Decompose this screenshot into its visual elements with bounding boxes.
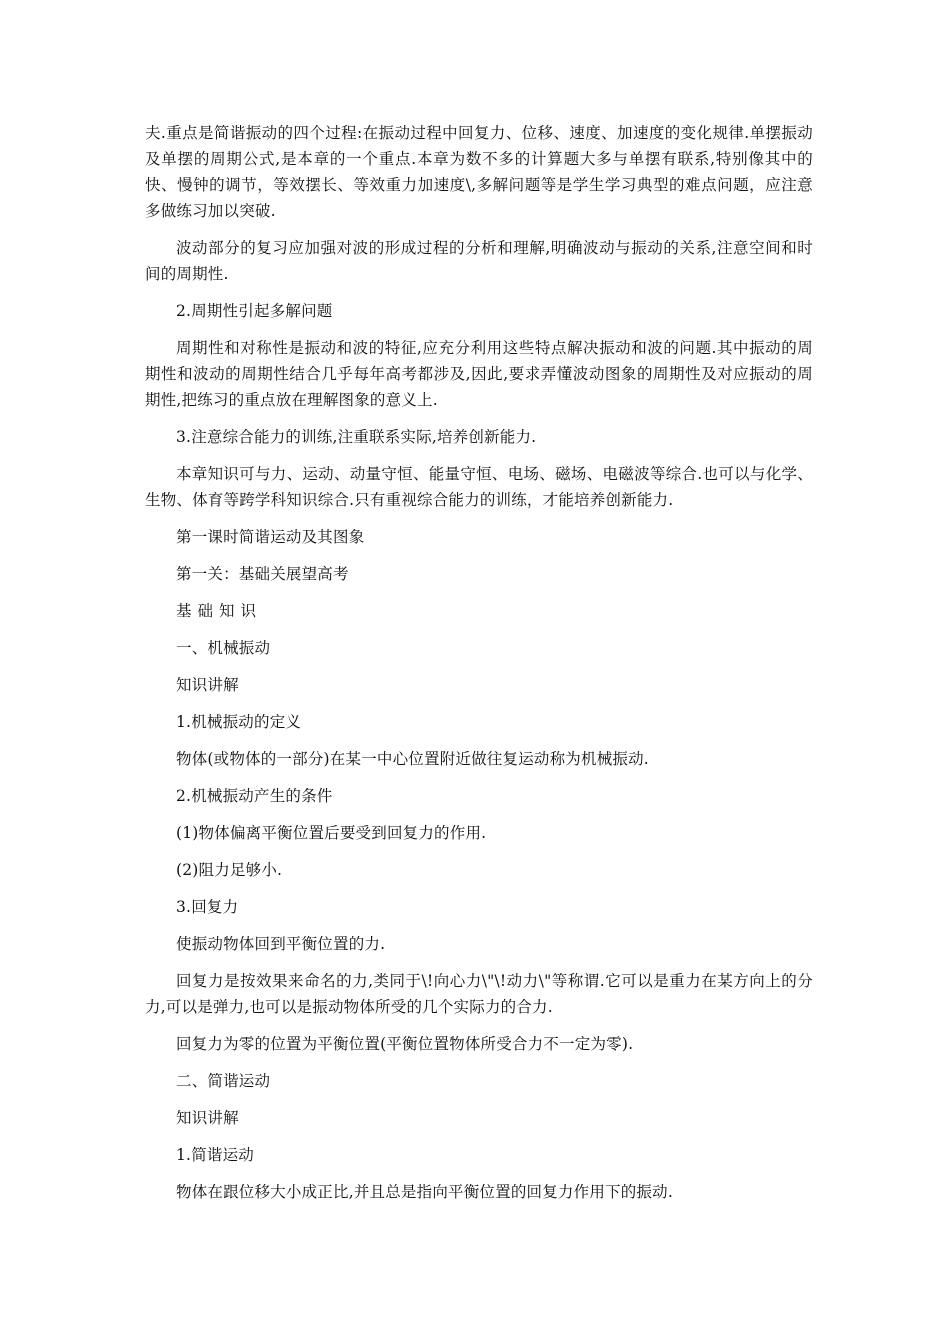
basic-knowledge-heading: 基础知识 bbox=[176, 602, 263, 620]
document-body bbox=[145, 120, 813, 1216]
paragraph-restoring-definition: 使振动物体回到平衡位置的力. bbox=[176, 935, 386, 953]
knowledge-explain-label: 知识讲解 bbox=[176, 676, 239, 694]
heading-shm-definition: 1.简谐运动 bbox=[176, 1146, 254, 1164]
condition-2: (2)阻力足够小. bbox=[176, 861, 283, 879]
heading-restoring-force: 3.回复力 bbox=[176, 898, 239, 916]
knowledge-explain-label-2: 知识讲解 bbox=[176, 1109, 239, 1127]
paragraph-definition: 物体(或物体的一部分)在某一中心位置附近做往复运动称为机械振动. bbox=[176, 750, 649, 768]
paragraph-comprehensive: 本章知识可与力、运动、动量守恒、能量守恒、电场、磁场、电磁波等综合.也可以与化学、生物、体育等跨学科知识综合.只有重视综合能力的训练，才能培养创新能力. bbox=[145, 465, 813, 509]
paragraph-equilibrium: 回复力为零的位置为平衡位置(平衡位置物体所受合力不一定为零). bbox=[176, 1035, 634, 1053]
paragraph-wave-review: 波动部分的复习应加强对波的形成过程的分析和理解,明确波动与振动的关系,注意空间和时间的周期性. bbox=[145, 239, 813, 283]
heading-comprehensive-ability: 3.注意综合能力的训练,注重联系实际,培养创新能力. bbox=[176, 428, 537, 446]
paragraph-restoring-explain: 回复力是按效果来命名的力,类同于\!向心力\"\!动力\"等称谓.它可以是重力在某方向上的分力,可以是弹力,也可以是振动物体所受的几个实际力的合力. bbox=[145, 972, 813, 1016]
heading-conditions: 2.机械振动产生的条件 bbox=[176, 787, 333, 805]
paragraph-continuation: 夫.重点是简谐振动的四个过程:在振动过程中回复力、位移、速度、加速度的变化规律.单摆振动及单摆的周期公式,是本章的一个重点.本章为数不多的计算题大多与单摆有联系,特别像其中的快、慢钟的调节，等效摆长、等效重力加速度\,多解问题等是学生学习典型的难点问题，应注意多做练习加以突破. bbox=[145, 124, 813, 220]
condition-1: (1)物体偏离平衡位置后要受到回复力的作用. bbox=[176, 824, 487, 842]
heading-simple-harmonic: 二、简谐运动 bbox=[176, 1072, 271, 1090]
section-title: 第一关：基础关展望高考 bbox=[176, 565, 349, 583]
paragraph-periodicity: 周期性和对称性是振动和波的特征,应充分利用这些特点解决振动和波的问题.其中振动的周期性和波动的周期性结合几乎每年高考都涉及,因此,要求弄懂波动图象的周期性及对应振动的周期性,把练习的重点放在理解图象的意义上. bbox=[145, 339, 813, 409]
paragraph-shm-definition: 物体在跟位移大小成正比,并且总是指向平衡位置的回复力作用下的振动. bbox=[176, 1183, 673, 1201]
lesson-title: 第一课时简谐运动及其图象 bbox=[176, 528, 365, 546]
heading-definition: 1.机械振动的定义 bbox=[176, 713, 302, 731]
heading-periodicity: 2.周期性引起多解问题 bbox=[176, 302, 333, 320]
heading-mechanical-vibration: 一、机械振动 bbox=[176, 639, 271, 657]
